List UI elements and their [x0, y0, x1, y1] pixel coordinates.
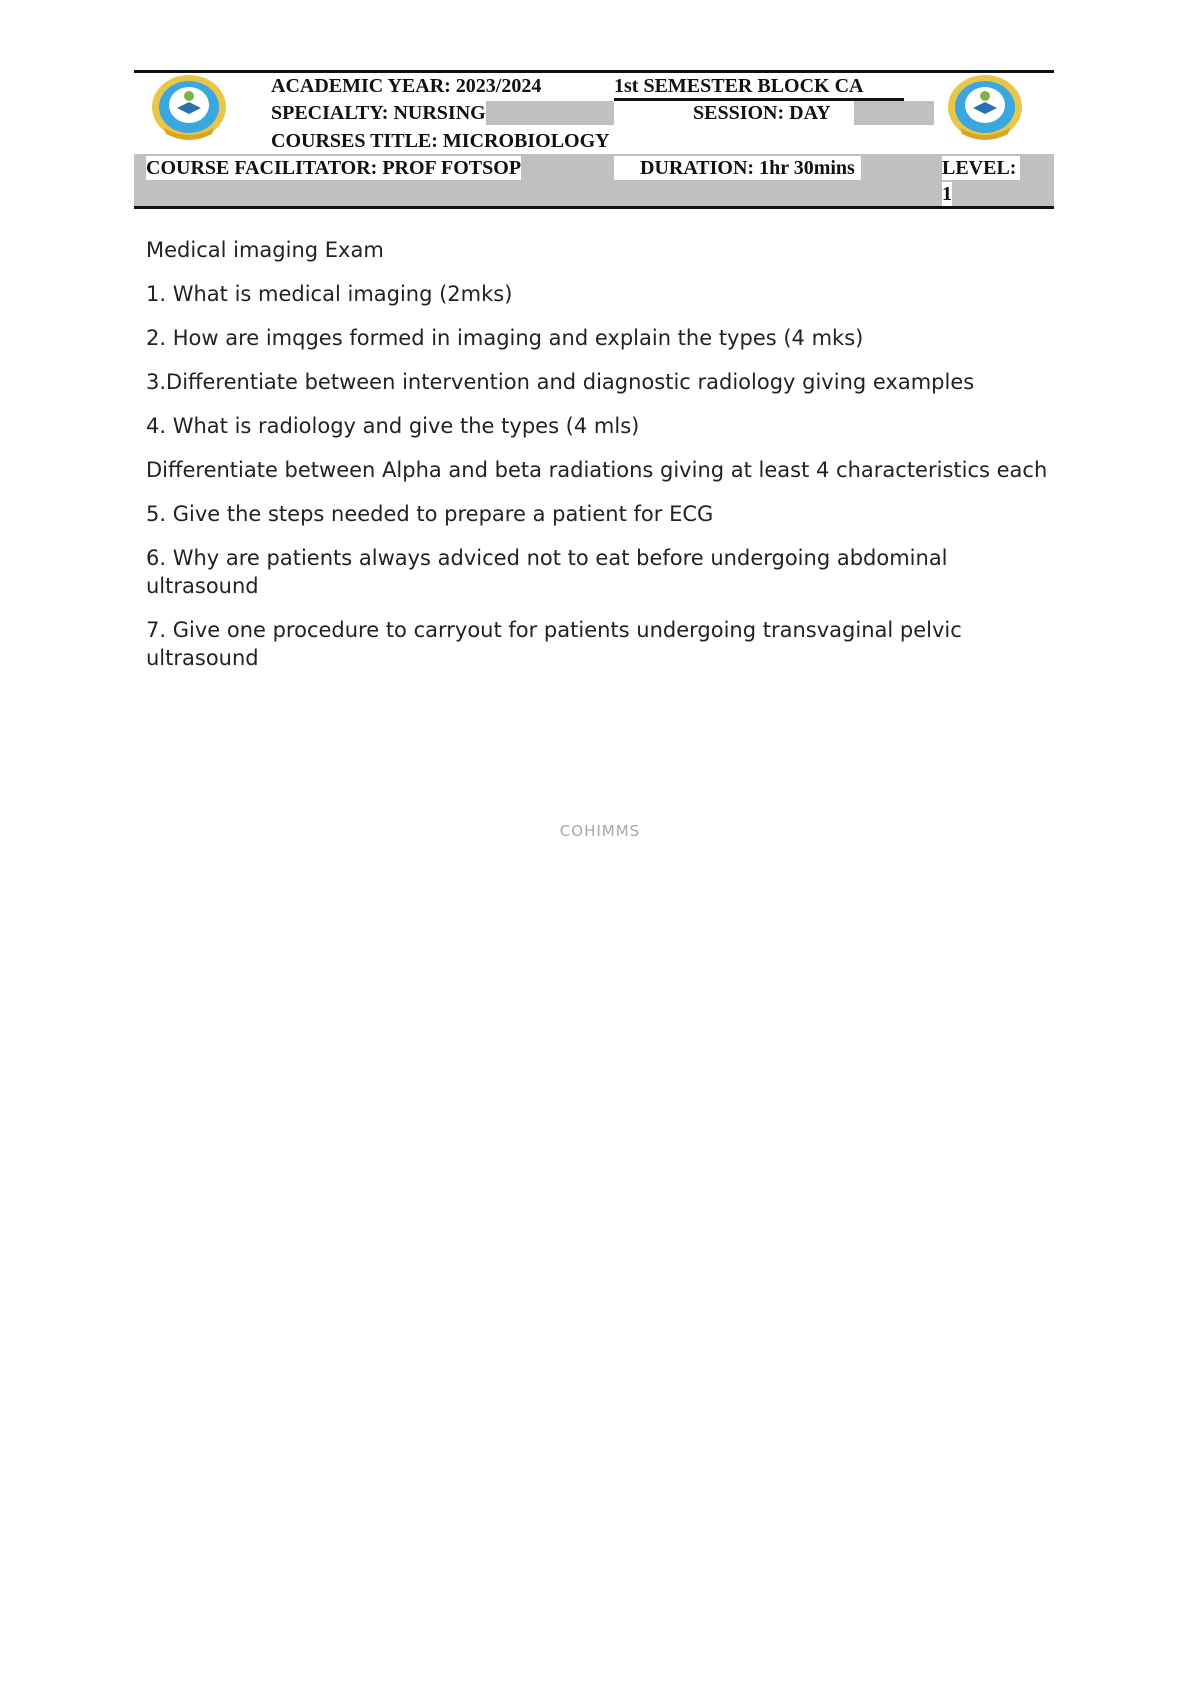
course-facilitator: COURSE FACILITATOR: PROF FOTSOP: [146, 157, 522, 179]
question-2: 2. How are imqges formed in imaging and explain the types (4 mks): [146, 326, 864, 350]
duration: DURATION: 1hr 30mins: [614, 156, 861, 180]
header-bottom-rule: [134, 206, 1054, 209]
semester-label: 1st SEMESTER BLOCK CA: [614, 74, 904, 101]
academic-year: ACADEMIC YEAR: 2023/2024: [271, 75, 542, 97]
exam-title: Medical imaging Exam: [146, 238, 384, 262]
specialty: SPECIALTY: NURSING: [271, 102, 486, 124]
exam-header: [134, 70, 1054, 210]
question-alpha-beta: Differentiate between Alpha and beta radiations giving at least 4 characteristics each: [146, 458, 1048, 482]
question-3: 3.Differentiate between intervention and diagnostic radiology giving examples: [146, 370, 975, 394]
exam-body: [146, 236, 1056, 688]
question-7: 7. Give one procedure to carryout for patients undergoing transvaginal pelvic ultrasound: [146, 618, 962, 670]
question-4: 4. What is radiology and give the types (4 mls): [146, 414, 640, 438]
school-crest-icon: [150, 72, 228, 142]
question-1: 1. What is medical imaging (2mks): [146, 282, 513, 306]
school-crest-icon: [946, 72, 1024, 142]
session: SESSION: DAY: [693, 102, 831, 124]
level-label: LEVEL:: [942, 156, 1020, 180]
course-title: COURSES TITLE: MICROBIOLOGY: [271, 130, 610, 152]
session-shade-right: [854, 101, 934, 125]
question-6: 6. Why are patients always adviced not to eat before undergoing abdominal ultrasound: [146, 546, 948, 598]
header-top-rule: [134, 70, 1054, 73]
question-5: 5. Give the steps needed to prepare a patient for ECG: [146, 502, 714, 526]
watermark-text: COHIMMS: [559, 822, 641, 840]
level-value: 1: [942, 183, 952, 205]
